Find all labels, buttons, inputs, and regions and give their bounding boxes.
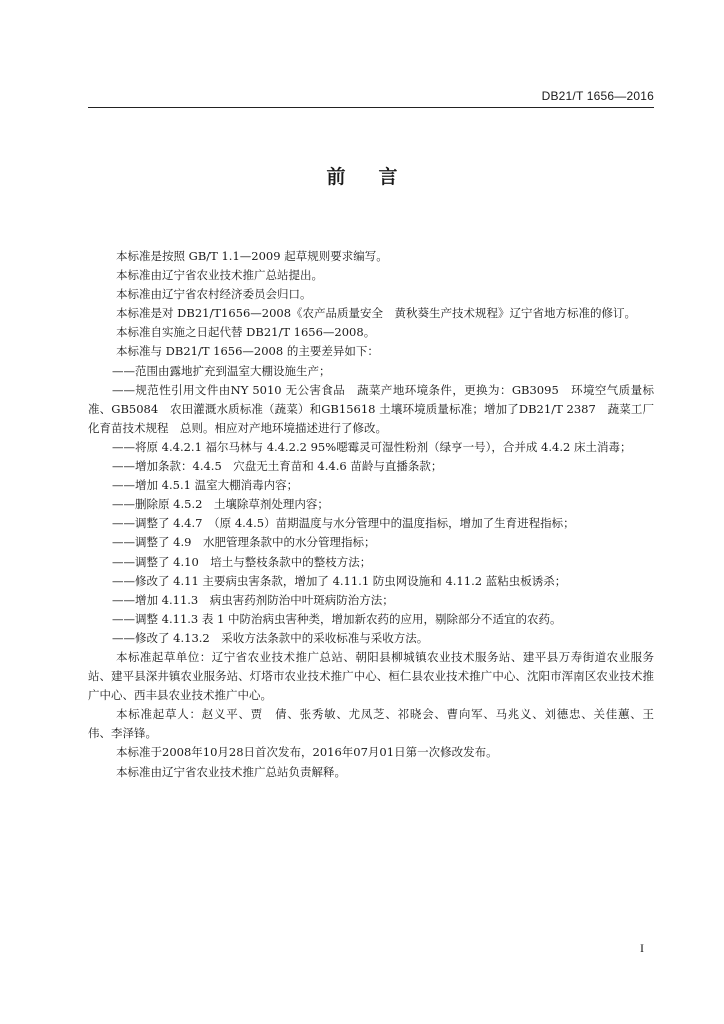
- paragraph-publication-dates: 本标准于2008年10月28日首次发布，2016年07月01日第一次修改发布。: [116, 745, 498, 760]
- header-divider: [88, 107, 654, 108]
- change-item-plug-seedling: ——增加条款：4.4.5 穴盘无土育苗和 4.4.6 苗龄与直播条款；: [112, 459, 443, 474]
- paragraph-centralized: 本标准由辽宁省农村经济委员会归口。: [116, 287, 312, 302]
- paragraph-drafting-rules: 本标准是按照 GB/T 1.1—2009 起草规则要求编写。: [116, 249, 388, 263]
- paragraph-interpretation: 本标准由辽宁省农业技术推广总站负责解释。: [116, 764, 346, 779]
- standard-code: DB21/T 1656—2016: [541, 89, 654, 103]
- paragraph-main-differences: 本标准与 DB21/T 1656—2008 的主要差异如下：: [116, 344, 379, 359]
- page-number: I: [640, 941, 644, 955]
- change-item-pests: ——修改了 4.11 主要病虫害条款，增加了 4.11.1 防虫网设施和 4.11.2 蓝粘虫板诱杀；: [112, 573, 567, 588]
- change-item-temperature: ——调整了 4.4.7 （原 4.4.5）苗期温度与水分管理中的温度指标，增加了生育进程指标；: [112, 516, 575, 531]
- change-item-herbicide-removed: ——删除原 4.5.2 土壤除草剂处理内容；: [112, 497, 329, 512]
- change-item-greenhouse-disinfection: ——增加 4.5.1 温室大棚消毒内容；: [112, 478, 299, 493]
- change-item-pruning: ——调整了 4.10 培土与整枝条款中的整枝方法；: [112, 554, 372, 569]
- change-item-water-fertilizer: ——调整了 4.9 水肥管理条款中的水分管理指标；: [112, 535, 376, 550]
- paragraph-proposer: 本标准由辽宁省农业技术推广总站提出。: [116, 268, 323, 283]
- change-item-leaf-spot: ——增加 4.11.3 病虫害药剂防治中叶斑病防治方法；: [112, 592, 394, 607]
- page-title: 前言: [326, 166, 431, 188]
- paragraph-revision-of: 本标准是对 DB21/T1656—2008《农产品质量安全 黄秋葵生产技术规程》辽宁省地方标准的修订。: [116, 306, 637, 321]
- change-item-harvest: ——修改了 4.13.2 采收方法条款中的采收标准与采收方法。: [112, 630, 429, 645]
- paragraph-replaces: 本标准自实施之日起代替 DB21/T 1656—2008。: [116, 325, 376, 340]
- change-item-scope: ——范围由露地扩充到温室大棚设施生产；: [112, 363, 331, 378]
- paragraph-drafting-units: 本标准起草单位：辽宁省农业技术推广总站、朝阳县柳城镇农业技术服务站、建平县万寿街道农业服务站、建平县深井镇农业服务站、灯塔市农业技术推广中心、桓仁县农业技术推广中心、沈阳市浑南区农业技术推广中心、西丰县农业技术推广中心。: [88, 649, 654, 703]
- paragraph-drafters: 本标准起草人：赵义平、贾 倩、张秀敏、尤凤芝、祁晓会、曹向军、马兆义、刘德忠、关佳蕙、王 伟、李泽锋。: [88, 707, 666, 741]
- foreword-body: [88, 247, 666, 782]
- change-item-normative-references: ——规范性引用文件由NY 5010 无公害食品 蔬菜产地环境条件，更换为：GB3095 环境空气质量标准、GB5084 农田灌溉水质标准（蔬菜）和GB15618 土壤环境质量标准；增加了DB21/T 2387 蔬菜工厂化育苗技术规程 总则。相应对产地环境描述进行了修改。: [88, 382, 654, 435]
- change-item-pesticides: ——调整 4.11.3 表 1 中防治病虫害种类，增加新农药的应用，剔除部分不适宜的农药。: [112, 611, 562, 626]
- change-item-soil-disinfection: ——将原 4.4.2.1 福尔马林与 4.4.2.2 95%噁霉灵可湿性粉剂（绿亨一号），合并成 4.4.2 床土消毒；: [112, 439, 632, 454]
